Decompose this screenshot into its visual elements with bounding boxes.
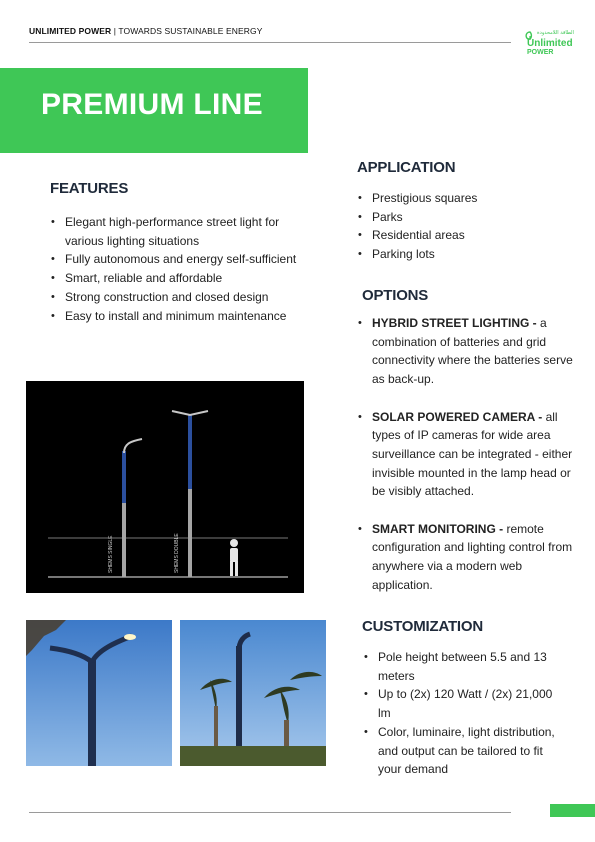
header-tagline: TOWARDS SUSTAINABLE ENERGY <box>118 26 263 36</box>
header-separator: | <box>113 26 117 36</box>
option-title: SOLAR POWERED CAMERA - <box>372 409 543 424</box>
list-item: • Smart, reliable and affordable <box>50 269 300 288</box>
logo-leaf-icon <box>522 26 580 56</box>
footer-divider <box>29 812 511 813</box>
double-pole-arms <box>172 411 208 415</box>
logo-word-unlimited: Unlimited <box>527 38 573 49</box>
list-item: • Up to (2x) 120 Watt / (2x) 21,000 lm <box>363 685 563 722</box>
photo-double-street-light <box>26 620 172 766</box>
list-item: • Pole height between 5.5 and 13 meters <box>363 648 563 685</box>
double-pole-base <box>188 489 192 577</box>
person-scale-icon <box>230 539 238 576</box>
single-pole-base <box>122 503 126 577</box>
application-heading: APPLICATION <box>357 159 456 176</box>
customization-heading: CUSTOMIZATION <box>362 618 484 635</box>
logo-word-power: POWER <box>527 49 554 56</box>
list-item: • Easy to install and minimum maintenance <box>50 307 300 326</box>
photo-double-graphic <box>26 620 172 766</box>
list-item: • Strong construction and closed design <box>50 288 300 307</box>
option-smart-monitoring <box>357 520 579 595</box>
list-item: • Elegant high-performance street light for various lighting situations <box>50 213 300 250</box>
option-solar-powered-camera <box>357 408 579 502</box>
header-brand: UNLIMITED POWER <box>29 26 112 36</box>
unlimited-power-logo <box>522 26 580 56</box>
header-brand-line <box>29 26 262 36</box>
label-shems-single: SHEMS SINGLE <box>108 535 114 573</box>
option-text: a combination of batteries and grid connectivity where the batteries serve as back-up. <box>372 316 573 387</box>
application-list <box>357 189 587 264</box>
option-title: SMART MONITORING - <box>372 521 504 536</box>
header-divider <box>29 42 511 43</box>
features-heading: FEATURES <box>50 180 129 197</box>
list-item: • Prestigious squares <box>357 189 587 208</box>
label-shems-double: SHEMS DOUBLE <box>174 533 180 573</box>
single-pole-arm <box>124 439 142 453</box>
logo-arabic-text: الطاقة اللامحدودة <box>537 30 574 36</box>
list-item: • Fully autonomous and energy self-sufficient <box>50 250 300 269</box>
pole-diagram-graphic <box>26 381 304 593</box>
option-text: all types of IP cameras for wide area surveillance can be integrated - either invisible mounted in the lamp head or be visibly attached. <box>372 409 573 499</box>
list-item: • Parking lots <box>357 245 587 264</box>
options-list <box>357 314 579 595</box>
list-item: • Parks <box>357 208 587 227</box>
list-item: • Color, luminaire, light distribution, and output can be tailored to fit your demand <box>363 723 563 779</box>
footer-accent-block <box>550 804 595 817</box>
list-item: • Residential areas <box>357 226 587 245</box>
customization-list <box>363 648 563 779</box>
option-hybrid-street-lighting <box>357 314 579 389</box>
photo-single-pole-palms <box>180 620 326 766</box>
page-title: PREMIUM LINE <box>41 88 263 121</box>
option-text: remote configuration and lighting control from anywhere via a modern web application. <box>372 521 573 592</box>
features-list <box>50 213 300 325</box>
option-title: HYBRID STREET LIGHTING - <box>372 316 537 330</box>
options-heading: OPTIONS <box>362 287 429 304</box>
pole-size-diagram <box>26 381 304 593</box>
photo-single-graphic <box>180 620 326 766</box>
